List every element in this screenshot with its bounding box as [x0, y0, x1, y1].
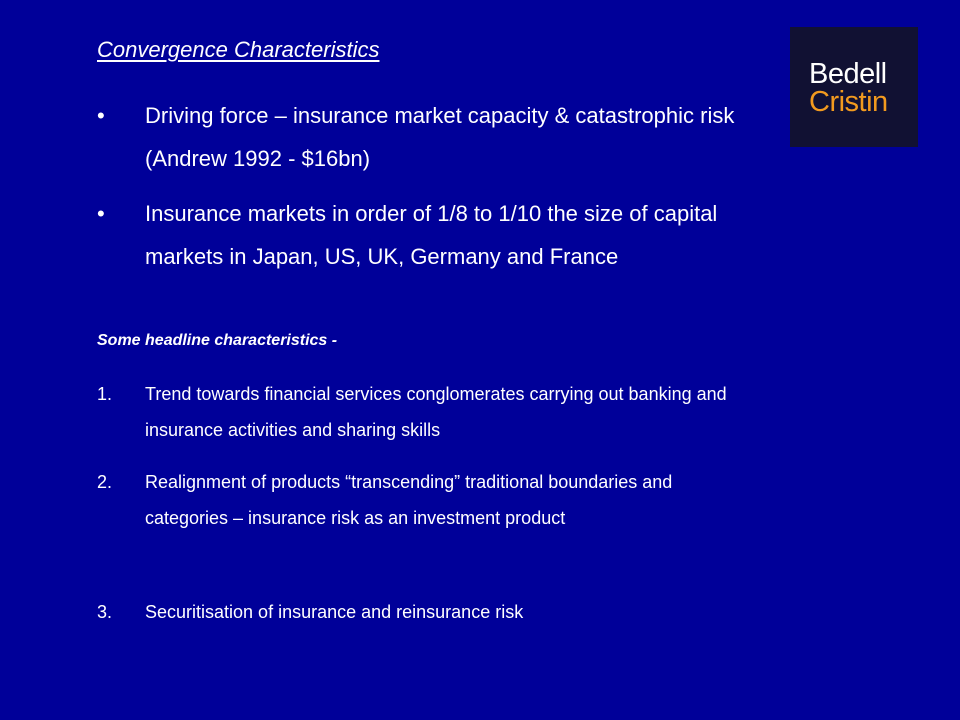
item-number: 3. [97, 602, 113, 622]
bullet-mark: • [97, 103, 105, 128]
bedell-cristin-logo [790, 27, 918, 147]
bullet-text: Driving force – insurance market capacity & catastrophic risk (Andrew 1992 - $16bn) [145, 103, 735, 171]
item-text: Securitisation of insurance and reinsurance risk [145, 602, 524, 622]
subheading: Some headline characteristics - [97, 332, 338, 349]
logo-text-cristin: Cristin [809, 86, 888, 118]
item-number: 1. [97, 384, 113, 404]
item-number: 2. [97, 472, 113, 492]
bullet-mark: • [97, 201, 105, 226]
item-text: Trend towards financial services conglomerates carrying out banking and insurance activities and sharing skills [145, 384, 727, 440]
slide-title: Convergence Characteristics [97, 37, 380, 62]
logo-text-bedell: Bedell [809, 58, 887, 90]
item-text: Realignment of products “transcending” traditional boundaries and categories – insurance risk as an investment product [145, 472, 673, 528]
bullet-text: Insurance markets in order of 1/8 to 1/10 the size of capital markets in Japan, US, UK, Germany and France [145, 201, 718, 269]
